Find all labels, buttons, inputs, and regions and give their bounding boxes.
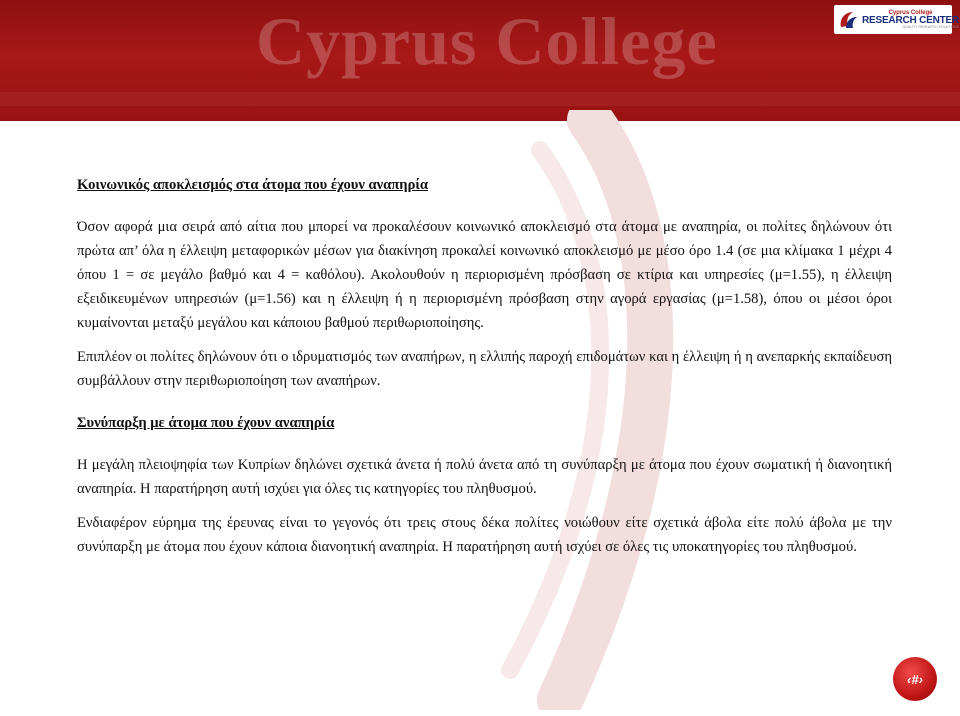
- header-banner: [0, 0, 960, 121]
- paragraph-coexistence-majority: Η μεγάλη πλειοψηφία των Κυπρίων δηλώνει σχετικά άνετα ή πολύ άνετα από τη συνύπαρξη με άτομα που έχουν σωματική ή διανοητική αναπηρία. Η παρατήρηση αυτή ισχύει για όλες τις κατηγορίες του πληθυσμού.: [77, 457, 892, 497]
- section-heading-social-exclusion: Κοινωνικός αποκλεισμός στα άτομα που έχουν αναπηρία: [77, 177, 429, 193]
- paragraph-exclusion-causes: Όσον αφορά μια σειρά από αίτια που μπορεί να προκαλέσουν κοινωνικό αποκλεισμό στα άτομα με αναπηρία, οι πολίτες δηλώνουν ότι πρώτα απ’ όλα η έλλειψη μεταφορικών μέσων για διακίνηση προκαλεί κοινωνικό αποκλεισμό με μέσο όρο 1.4 (σε μια κλίμακα 1 μέχρι 4 όπου 1 = σε μεγάλο βαθμό και 4 = καθόλου). Ακολουθούν η περιορισμένη πρόσβαση σε κτίρια και υπηρεσίες (μ=1.55), η έλλειψη εξειδικευμένων υπηρεσιών (μ=1.56) και η έλλειψη ή η περιορισμένη πρόσβαση στην αγορά εργασίας (μ=1.58), όπου οι μέσοι όροι κυμαίνονται μεταξύ μεγάλου και κάποιου βαθμού περιθωριοποίησης.: [77, 219, 892, 331]
- college-name-watermark: Cyprus College: [256, 3, 718, 79]
- paragraph-coexistence-finding: Ενδιαφέρον εύρημα της έρευνας είναι το γεγονός ότι τρεις στους δέκα πολίτες νοιώθουν είτε σχετικά άβολα είτε πολύ άβολα με την συνύπαρξη με άτομα που έχουν κάποια διανοητική αναπηρία. Η παρατήρηση αυτή ισχύει σε όλες τις υποκατηγορίες του πληθυσμού.: [77, 515, 892, 555]
- logo-tagline: QUALITY RESEARCH SOLUTIONS: [902, 24, 960, 29]
- logo-small-text: Cyprus College: [888, 9, 933, 16]
- paragraph-exclusion-additional: Επιπλέον οι πολίτες δηλώνουν ότι ο ιδρυματισμός των αναπήρων, η ελλιπής παροχή επιδομάτων και η έλλειψη ή η ανεπαρκής εκπαίδευση συμβάλλουν στην περιθωριοποίηση των αναπήρων.: [77, 349, 892, 389]
- page-number-badge: ‹#›: [893, 657, 937, 701]
- logo-swirl-icon: [837, 9, 859, 31]
- banner-stripe: [0, 92, 960, 106]
- research-center-logo: [834, 5, 960, 34]
- logo-main-text: RESEARCH CENTER: [862, 14, 960, 26]
- section-heading-coexistence: Συνύπαρξη με άτομα που έχουν αναπηρία: [77, 415, 335, 431]
- main-content: [77, 173, 892, 559]
